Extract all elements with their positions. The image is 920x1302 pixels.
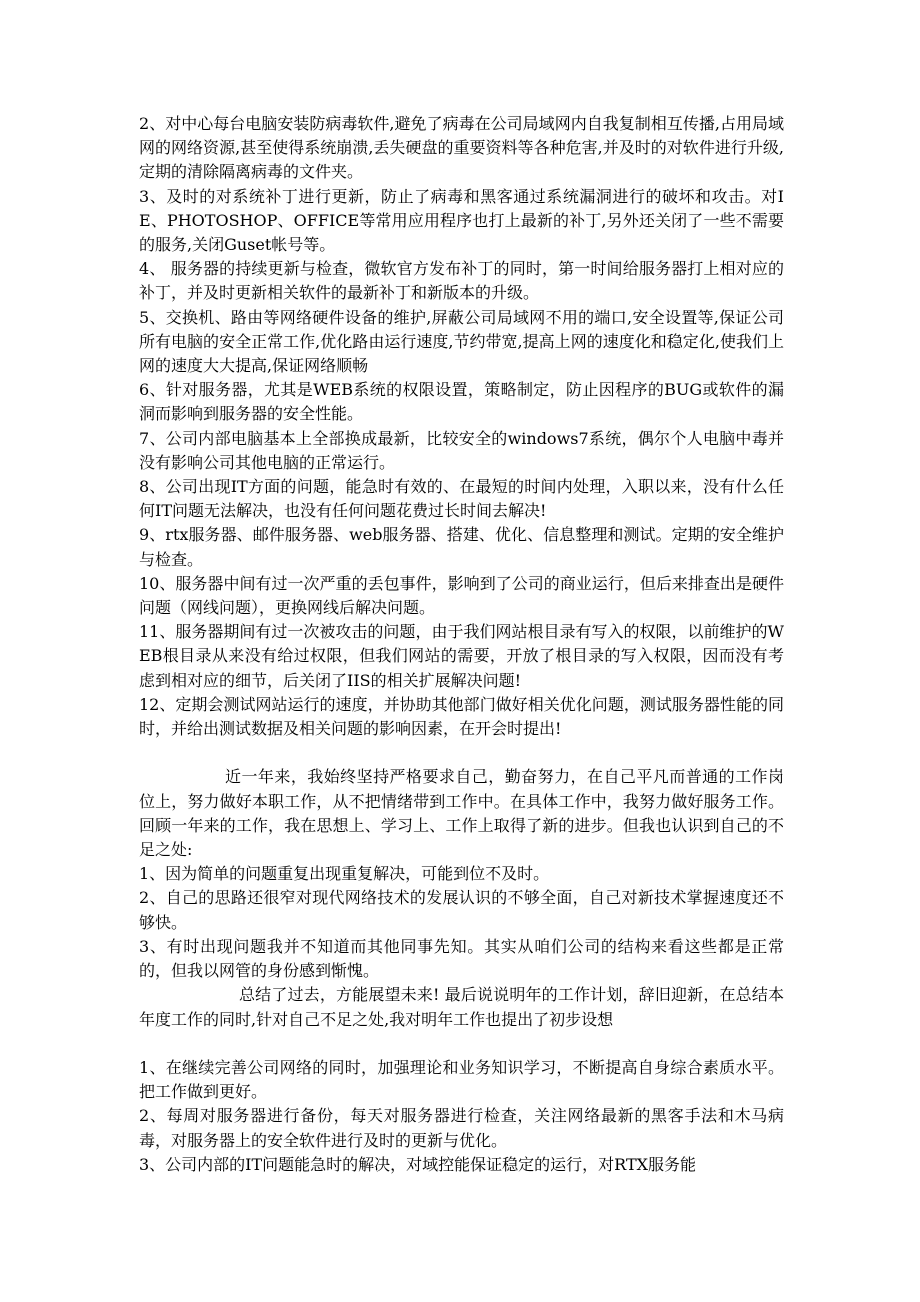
- shortcoming-item-1: 1、因为简单的问题重复出现重复解决，可能到位不及时。: [139, 864, 550, 884]
- achievement-item-8: 8、公司出现IT方面的问题，能急时有效的、在最短的时间内处理，入职以来，没有什么任何IT问题无法解决，也没有任何问题花费过长时间去解决!: [139, 477, 784, 521]
- plan-item-1: 1、在继续完善公司网络的同时，加强理论和业务知识学习，不断提高自身综合素质水平。把工作做到更好。: [139, 1057, 784, 1102]
- paragraph-spacer: [139, 741, 784, 765]
- achievement-item-11: 11、服务器期间有过一次被攻击的问题，由于我们网站根目录有写入的权限，以前维护的WEB根目录从来没有给过权限，但我们网站的需要，开放了根目录的写入权限，因而没有考虑到相对应的细节，后关闭了IIS的相关扩展解决问题!: [139, 622, 784, 690]
- paragraph-spacer: [139, 1032, 784, 1056]
- achievement-item-5: 5、交换机、路由等网络硬件设备的维护,屏蔽公司局域网不用的端口,安全设置等,保证公司所有电脑的安全正常工作,优化路由运行速度,节约带宽,提高上网的速度化和稳定化,使我们上网的速度大大提高,保证网络顺畅: [139, 307, 784, 376]
- transition-paragraph: 总结了过去，方能展望未来! 最后说说明年的工作计划，辞旧迎新，在总结本年度工作的同时,针对自己不足之处,我对明年工作也提出了初步设想: [139, 985, 784, 1029]
- achievement-item-12: 12、定期会测试网站运行的速度，并协助其他部门做好相关优化问题，测试服务器性能的同时，并给出测试数据及相关问题的影响因素，在开会时提出!: [139, 694, 784, 739]
- shortcoming-item-3: 3、有时出现问题我并不知道而其他同事先知。其实从咱们公司的结构来看这些都是正常的，但我以网管的身份感到惭愧。: [139, 936, 784, 981]
- plan-item-2: 2、每周对服务器进行备份，每天对服务器进行检查，关注网络最新的黑客手法和木马病毒，对服务器上的安全软件进行及时的更新与优化。: [139, 1106, 784, 1150]
- achievement-item-3: 3、及时的对系统补丁进行更新，防止了病毒和黑客通过系统漏洞进行的破坏和攻击。对IE、PHOTOSHOP、OFFICE等常用应用程序也打上最新的补丁,另外还关闭了一些不需要的服务,关闭Guset帐号等。: [139, 186, 784, 255]
- achievement-item-9: 9、rtx服务器、邮件服务器、web服务器、搭建、优化、信息整理和测试。定期的安全维护与检查。: [139, 525, 784, 569]
- achievement-item-2: 2、对中心每台电脑安装防病毒软件,避免了病毒在公司局域网内自我复制相互传播,占用局域网的网络资源,甚至使得系统崩溃,丢失硬盘的重要资料等各种危害,并及时的对软件进行升级,定期的清除隔离病毒的文件夹。: [139, 114, 784, 182]
- plan-item-3: 3、公司内部的IT问题能急时的解决，对域控能保证稳定的运行，对RTX服务能: [139, 1154, 697, 1174]
- document-body: [139, 112, 784, 1177]
- achievement-item-7: 7、公司内部电脑基本上全部换成最新，比较安全的windows7系统，偶尔个人电脑中毒并没有影响公司其他电脑的正常运行。: [139, 428, 784, 472]
- shortcoming-item-2: 2、自己的思路还很窄对现代网络技术的发展认识的不够全面，自己对新技术掌握速度还不够快。: [139, 888, 784, 932]
- reflection-paragraph: 近一年来，我始终坚持严格要求自己，勤奋努力，在自己平凡而普通的工作岗位上，努力做好本职工作，从不把情绪带到工作中。在具体工作中，我努力做好服务工作。回顾一年来的工作，我在思想上、学习上、工作上取得了新的进步。但我也认识到自己的不足之处:: [139, 767, 784, 860]
- achievement-item-6: 6、针对服务器，尤其是WEB系统的权限设置，策略制定，防止因程序的BUG或软件的漏洞而影响到服务器的安全性能。: [139, 380, 784, 424]
- achievement-item-4: 4、 服务器的持续更新与检查，微软官方发布补丁的同时，第一时间给服务器打上相对应的补丁，并及时更新相关软件的最新补丁和新版本的升级。: [139, 259, 784, 303]
- achievement-item-10: 10、服务器中间有过一次严重的丢包事件，影响到了公司的商业运行，但后来排查出是硬件问题（网线问题），更换网线后解决问题。: [139, 573, 784, 618]
